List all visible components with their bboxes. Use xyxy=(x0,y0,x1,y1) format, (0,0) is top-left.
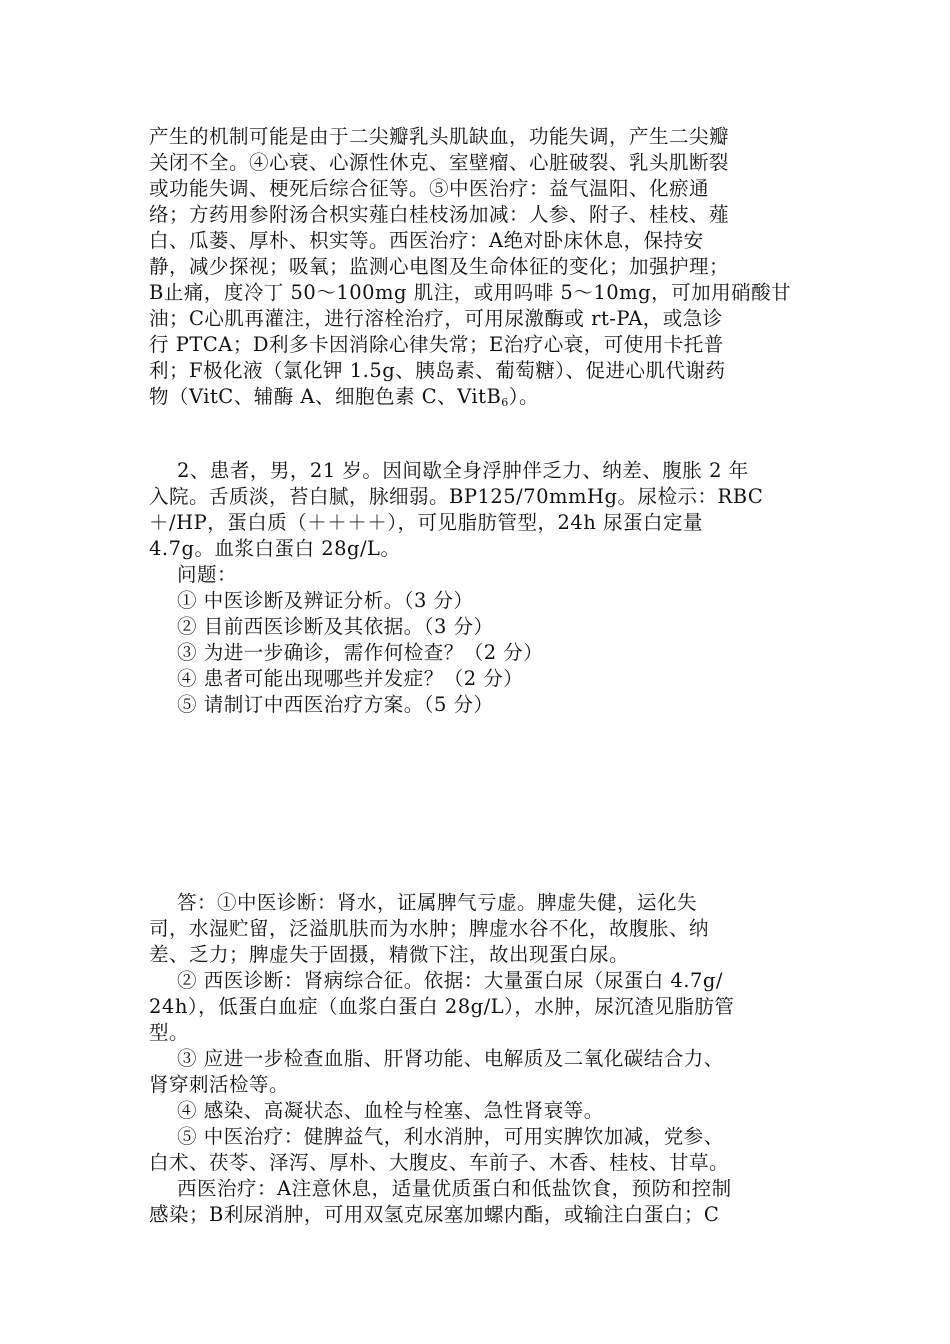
answer-line: ④ 感染、高凝状态、血栓与栓塞、急性肾衰等。 xyxy=(177,1099,604,1122)
question-item: ② 目前西医诊断及其依据。（3 分） xyxy=(177,615,494,638)
answer-line: 型。 xyxy=(149,1021,190,1044)
answer-line: 西医治疗：A注意休息，适量优质蛋白和低盐饮食，预防和控制 xyxy=(177,1177,732,1200)
paragraph-line-last xyxy=(149,384,809,410)
case-line: 入院。舌质淡，苔白腻，脉细弱。BP125/70mmHg。尿检示：RBC xyxy=(149,485,764,508)
question-item: ① 中医诊断及辨证分析。（3 分） xyxy=(177,589,474,612)
answer-line: 肾穿刺活检等。 xyxy=(149,1073,290,1096)
answer-line: ② 西医诊断：肾病综合征。依据：大量蛋白尿（尿蛋白 4.7g/ xyxy=(177,969,723,992)
paragraph-line: 白、瓜蒌、厚朴、枳实等。西医治疗：A绝对卧床休息，保持安 xyxy=(149,229,704,252)
question-item: ③ 为进一步确诊，需作何检查？（2 分） xyxy=(177,641,544,664)
answer-line: 司，水湿贮留，泛溢肌肤而为水肿；脾虚水谷不化，故腹胀、纳 xyxy=(149,917,710,940)
subscript: 6 xyxy=(501,396,509,409)
case-intro-line: 2、患者，男，21 岁。因间歇全身浮肿伴乏力、纳差、腹胀 2 年 xyxy=(177,459,749,482)
paragraph-line: 络；方药用参附汤合枳实薤白桂枝汤加减：人参、附子、桂枝、薤 xyxy=(149,203,730,226)
text-run: 物（VitC、辅酶 A、细胞色素 C、VitB xyxy=(149,385,502,408)
answer-line: 24h），低蛋白血症（血浆白蛋白 28g/L），水肿，尿沉渣见脂肪管 xyxy=(149,995,735,1018)
paragraph-line: 利；F极化液（氯化钾 1.5g、胰岛素、葡萄糖）、促进心肌代谢药 xyxy=(149,359,726,382)
question-item: ⑤ 请制订中西医治疗方案。（5 分） xyxy=(177,693,494,716)
answer-line: ③ 应进一步检查血脂、肝肾功能、电解质及二氧化碳结合力、 xyxy=(177,1047,724,1070)
answer-line: 白术、茯苓、泽泻、厚朴、大腹皮、车前子、木香、桂枝、甘草。 xyxy=(149,1151,730,1174)
case-line: 4.7g。血浆白蛋白 28g/L。 xyxy=(149,537,401,560)
paragraph-line: 或功能失调、梗死后综合征等。⑤中医治疗：益气温阳、化瘀通 xyxy=(149,177,710,200)
answer-line: 答：①中医诊断：肾水，证属脾气亏虚。脾虚失健，运化失 xyxy=(177,891,698,914)
answer-line: ⑤ 中医治疗：健脾益气，利水消肿，可用实脾饮加减，党参、 xyxy=(177,1125,724,1148)
text-run: ）。 xyxy=(508,385,540,408)
question-item: ④ 患者可能出现哪些并发症？（2 分） xyxy=(177,667,524,690)
answer-line: 感染；B利尿消肿，可用双氢克尿塞加螺内酯，或输注白蛋白；C xyxy=(149,1203,720,1226)
questions-label: 问题： xyxy=(177,563,238,586)
paragraph-line: B止痛，度冷丁 50～100mg 肌注，或用吗啡 5～10mg，可加用硝酸甘 xyxy=(149,281,792,304)
paragraph-line: 行 PTCA；D利多卡因消除心律失常；E治疗心衰，可使用卡托普 xyxy=(149,333,724,356)
answer-line: 差、乏力；脾虚失于固摄，精微下注，故出现蛋白尿。 xyxy=(149,943,630,966)
paragraph-line: 油；C心肌再灌注，进行溶栓治疗，可用尿激酶或 rt-PA，或急诊 xyxy=(149,307,723,330)
paragraph-line: 关闭不全。④心衰、心源性休克、室壁瘤、心脏破裂、乳头肌断裂 xyxy=(149,151,730,174)
paragraph-line: 产生的机制可能是由于二尖瓣乳头肌缺血，功能失调，产生二尖瓣 xyxy=(149,125,730,148)
case-line: ＋/HP，蛋白质（＋＋＋＋），可见脂肪管型，24h 尿蛋白定量 xyxy=(149,511,704,534)
paragraph-line: 静，减少探视；吸氧；监测心电图及生命体征的变化；加强护理； xyxy=(149,255,730,278)
